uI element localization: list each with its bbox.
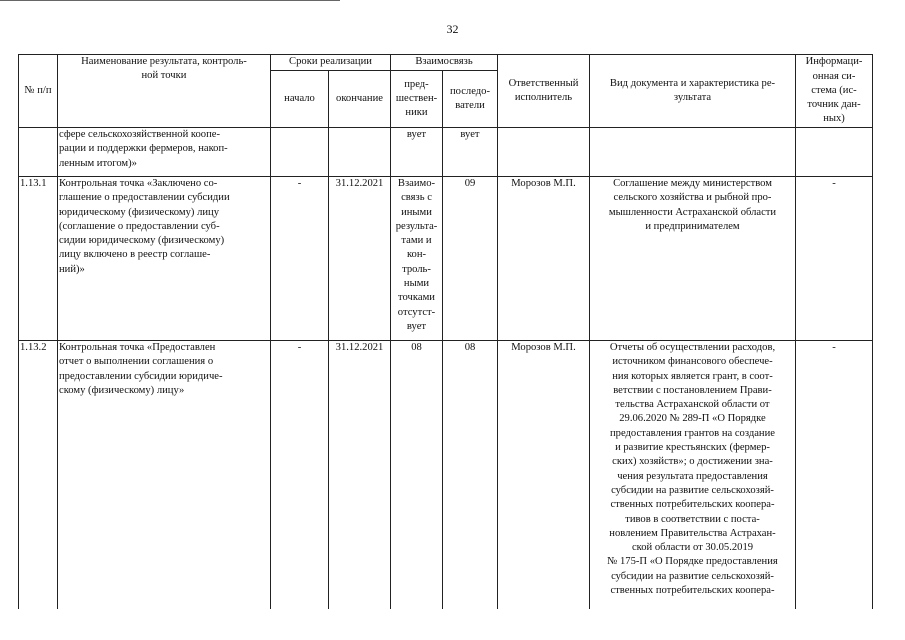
header-successors: последо- ватели xyxy=(443,71,498,128)
table-row xyxy=(19,177,873,341)
row-num xyxy=(19,128,58,177)
row-start xyxy=(271,128,329,177)
row-num: 1.13.1 xyxy=(19,177,58,341)
row-info-system xyxy=(796,128,873,177)
header-start: начало xyxy=(271,71,329,128)
row-successors: 09 xyxy=(443,177,498,341)
row-end: 31.12.2021 xyxy=(329,177,391,341)
row-document: Соглашение между министерством сельского хозяйства и рыбной про- мышленности Астраханской области и предпринимателем xyxy=(590,177,796,341)
row-responsible: Морозов М.П. xyxy=(498,341,590,609)
table-row xyxy=(19,128,873,177)
header-document: Вид документа и характеристика ре- зультата xyxy=(590,55,796,128)
row-predecessors: 08 xyxy=(391,341,443,609)
header-relation: Взаимосвязь xyxy=(391,55,498,71)
header-predecessors: пред- шествен- ники xyxy=(391,71,443,128)
top-rule xyxy=(0,0,340,1)
row-name: Контрольная точка «Предоставлен отчет о выполнении соглашения о предоставлении субсидии юридиче- скому (физическому) лицу» xyxy=(58,341,271,609)
table-row xyxy=(19,341,873,609)
header-num: № п/п xyxy=(19,55,58,128)
row-predecessors: Взаимо- связь с иными результа- тами и кон- троль- ными точками отсутст- вует xyxy=(391,177,443,341)
page-number: 32 xyxy=(446,22,459,36)
header-name: Наименование результата, контроль- ной точки xyxy=(58,55,271,128)
row-responsible: Морозов М.П. xyxy=(498,177,590,341)
row-document: Отчеты об осуществлении расходов, источником финансового обеспече- ния которых является грант, в соот- ветствии с постановлением Прави- тельства Астраханской области от 29.06.2020 № 289-П «О Порядке предоставления грантов на создание и развитие крестьянских (фермер- ских) хозяйств»; о достижении зна- чения результата предоставления субсидии на развитие сельскохозяй- ственных потребительских коопера- тивов в соответствии с поста- новлением Правительства Астрахан- ской области от 30.05.2019 № 175-П «О Порядке предоставления субсидии на развитие сельскохозяй- ственных потребительских коопера- xyxy=(590,341,796,609)
header-end: окончание xyxy=(329,71,391,128)
row-name: сфере сельскохозяйственной коопе- рации и поддержки фермеров, накоп- ленным итогом)» xyxy=(58,128,271,177)
row-start: - xyxy=(271,177,329,341)
plan-table xyxy=(18,54,873,609)
row-info-system: - xyxy=(796,341,873,609)
header-info-system: Информаци- онная си- стема (ис- точник дан- ных) xyxy=(796,55,873,128)
row-info-system: - xyxy=(796,177,873,341)
header-responsible: Ответственный исполнитель xyxy=(498,55,590,128)
row-num: 1.13.2 xyxy=(19,341,58,609)
row-start: - xyxy=(271,341,329,609)
header-terms: Сроки реализации xyxy=(271,55,391,71)
row-end xyxy=(329,128,391,177)
row-successors: 08 xyxy=(443,341,498,609)
row-document xyxy=(590,128,796,177)
row-responsible xyxy=(498,128,590,177)
row-successors: вует xyxy=(443,128,498,177)
row-name: Контрольная точка «Заключено со- глашение о предоставлении субсидии юридическому (физическому) лицу (соглашение о предоставлении суб- сидии юридическому (физическому) лицу включено в реестр соглаше- ний)» xyxy=(58,177,271,341)
row-predecessors: вует xyxy=(391,128,443,177)
row-end: 31.12.2021 xyxy=(329,341,391,609)
